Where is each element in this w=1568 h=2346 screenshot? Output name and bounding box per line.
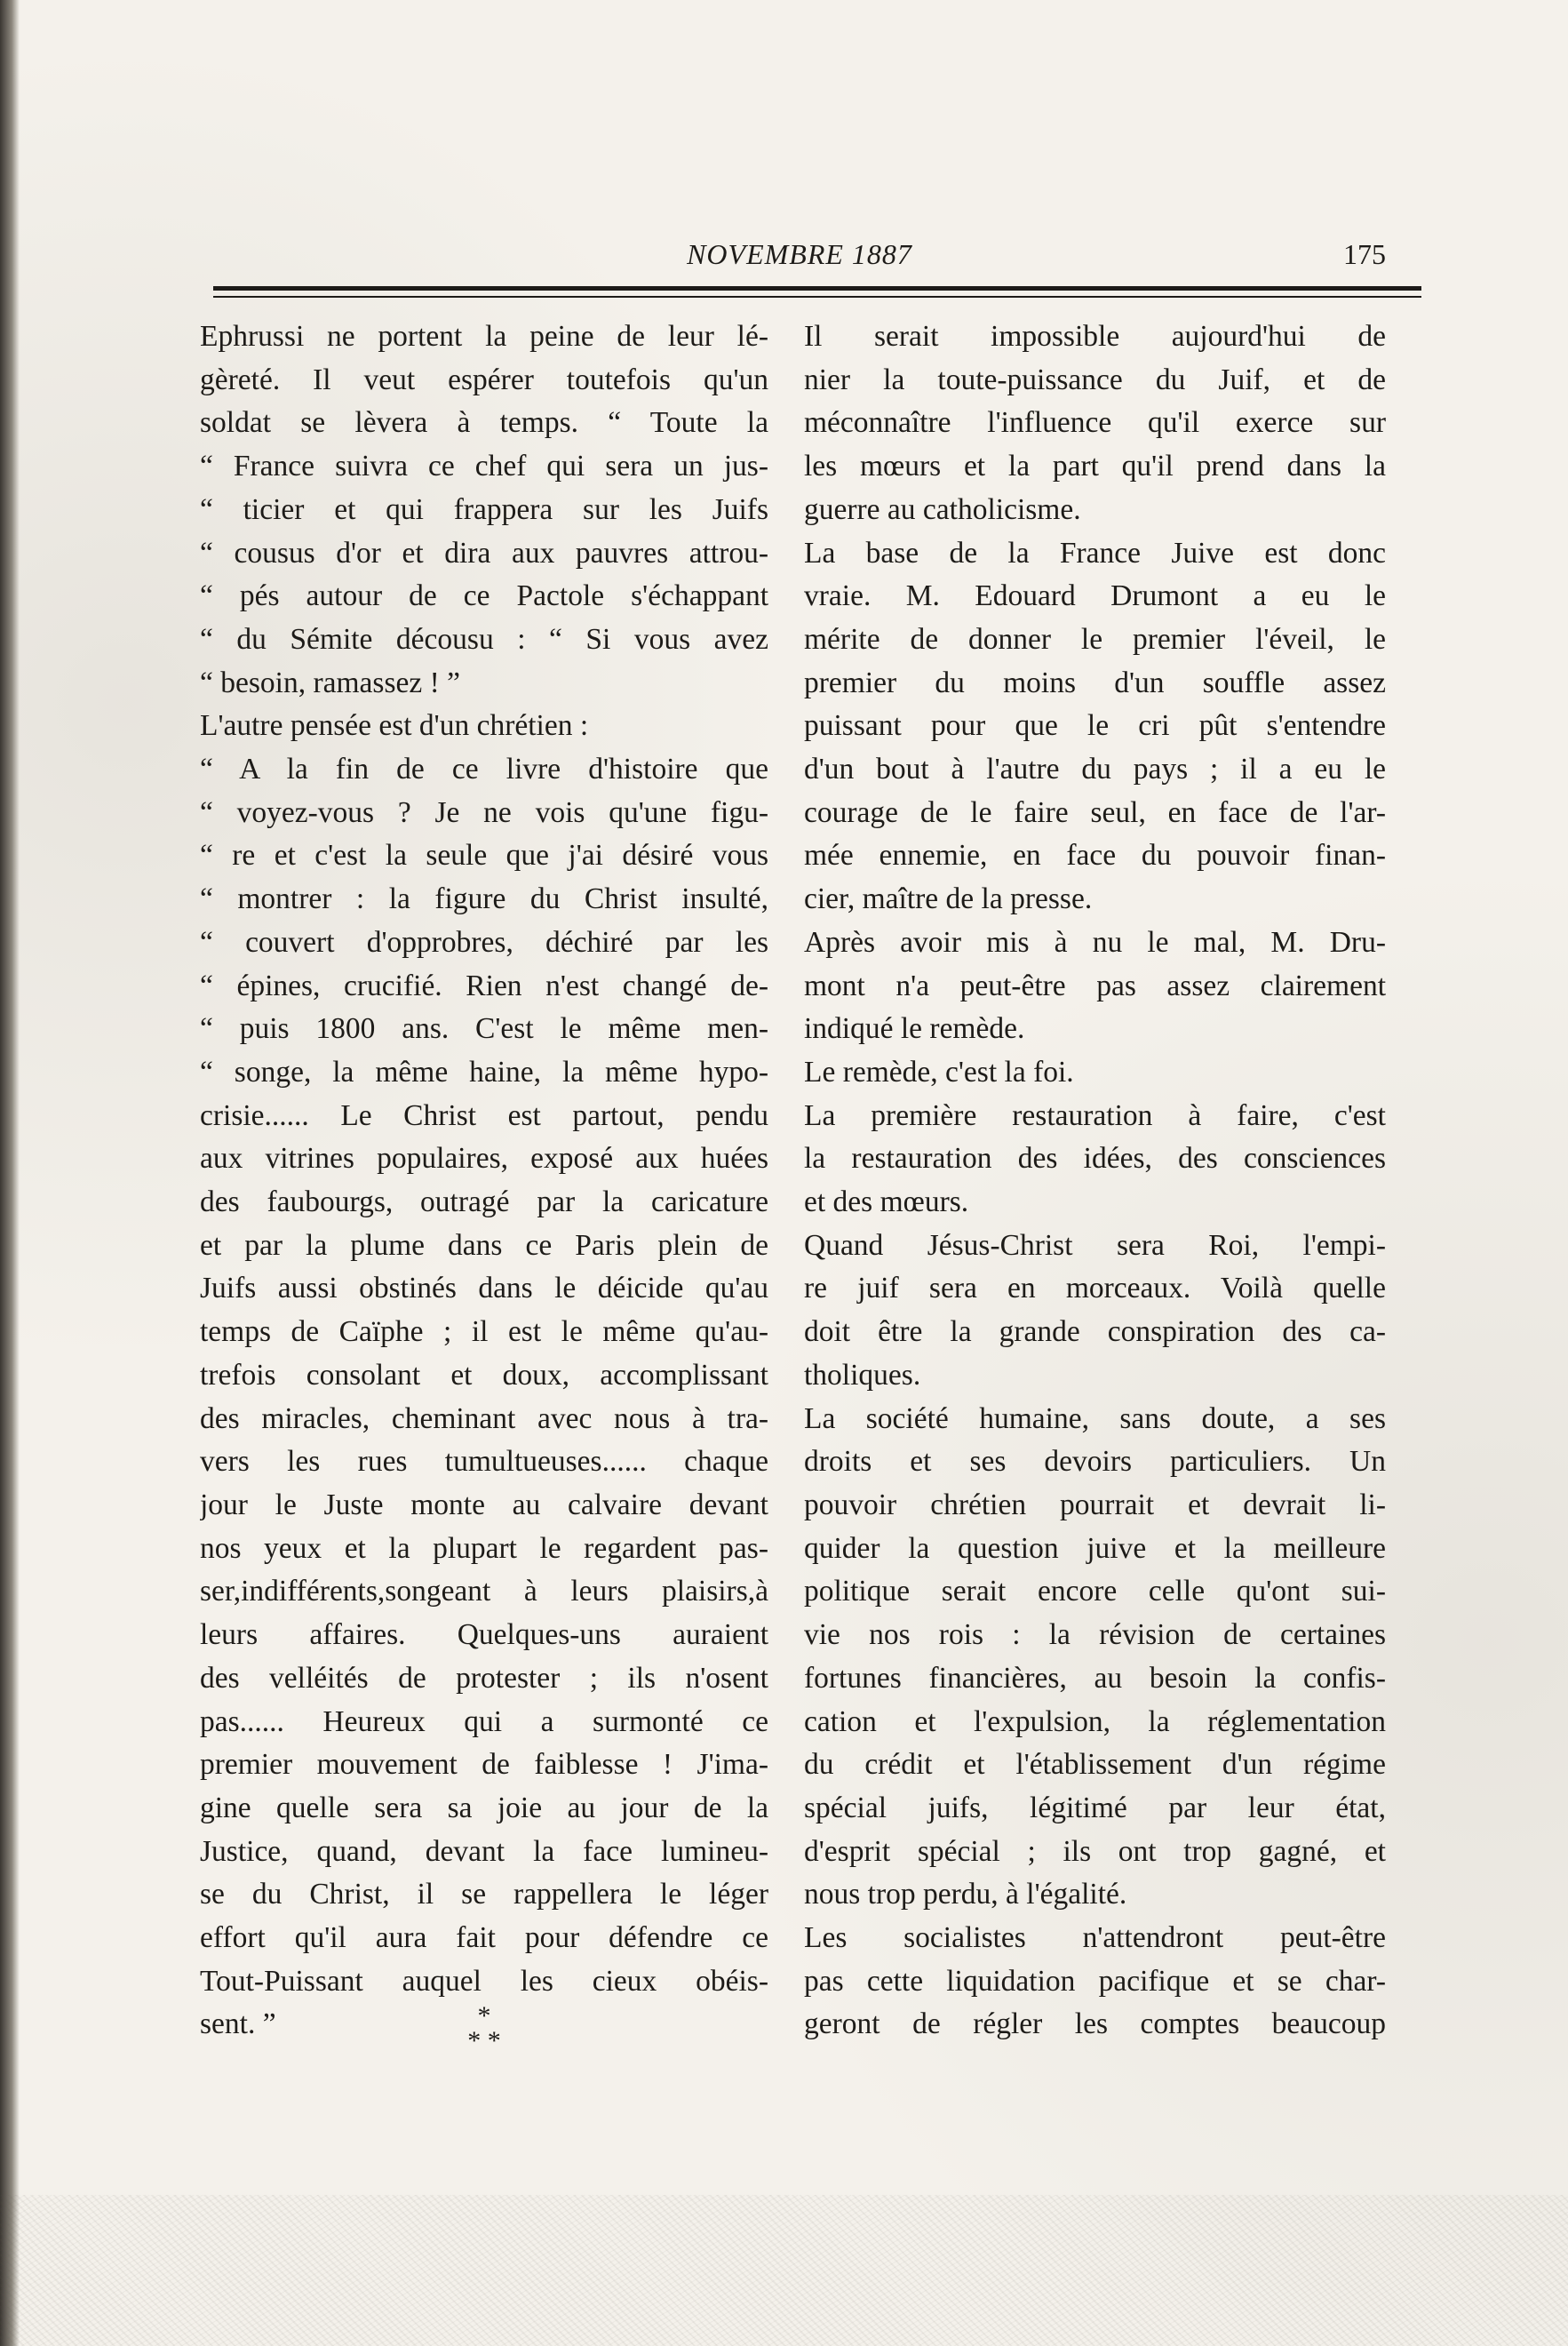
text-line: Quand Jésus-Christ sera Roi, l'empi- [804,1228,1386,1262]
text-line: guerre au catholicisme. [804,492,1081,526]
text-line: doit être la grande conspiration des ca- [804,1315,1386,1349]
text-line: cation et l'expulsion, la réglementation [804,1704,1386,1738]
text-line: politique serait encore celle qu'ont sui- [804,1575,1386,1608]
text-line: quider la question juive et la meilleure [804,1531,1386,1565]
text-line: “ pés autour de ce Pactole s'échappant [200,579,768,613]
text-line: vers les rues tumultueuses...... chaque [200,1445,768,1479]
text-line: puissant pour que le cri pût s'entendre [804,709,1386,743]
page-number: 175 [1343,238,1386,270]
text-line: Juifs aussi obstinés dans le déicide qu'au [200,1272,768,1305]
text-line: nier la toute-puissance du Juif, et de [804,363,1386,396]
text-line: crisie...... Le Christ est partout, pendu [200,1098,768,1132]
text-line: méconnaître l'influence qu'il exerce sur [804,406,1386,440]
right-column [804,315,1386,2047]
text-line: La base de la France Juive est donc [804,536,1386,570]
text-line: sent. ” [200,2007,276,2041]
text-line: re juif sera en morceaux. Voilà quelle [804,1272,1386,1305]
text-line: “ du Sémite décousu : “ Si vous avez [200,622,768,656]
text-line: droits et ses devoirs particuliers. Un [804,1445,1386,1479]
text-line: d'un bout à l'autre du pays ; il a eu le [804,753,1386,786]
text-line: les mœurs et la part qu'il prend dans la [804,450,1386,483]
text-line: et par la plume dans ce Paris plein de [200,1228,768,1262]
text-line: “ couvert d'opprobres, déchiré par les [200,925,768,959]
text-line: “ épines, crucifié. Rien n'est changé de- [200,969,768,1002]
text-line: mérite de donner le premier l'éveil, le [804,622,1386,656]
text-line: pas...... Heureux qui a surmonté ce [200,1704,768,1738]
text-line: effort qu'il aura fait pour défendre ce [200,1921,768,1955]
text-line: premier mouvement de faiblesse ! J'ima- [200,1748,768,1782]
text-line: Justice, quand, devant la face lumineu- [200,1834,768,1868]
text-line: gèreté. Il veut espérer toutefois qu'un [200,363,768,396]
text-line: “ France suivra ce chef qui sera un jus- [200,450,768,483]
text-line: trefois consolant et doux, accomplissant [200,1358,768,1392]
text-line: premier du moins d'un souffle assez [804,666,1386,699]
text-line: fortunes financières, au besoin la confis- [804,1661,1386,1695]
text-line: Tout-Puissant auquel les cieux obéis- [200,1964,768,1998]
running-header [213,238,1386,283]
text-line: mée ennemie, en face du pouvoir finan- [804,839,1386,873]
text-line: “ re et c'est la seule que j'ai désiré vous [200,839,768,873]
text-line: Il serait impossible aujourd'hui de [804,320,1386,353]
text-line: jour le Juste monte au calvaire devant [200,1488,768,1521]
text-line: “ montrer : la figure du Christ insulté, [200,882,768,916]
text-line: du crédit et l'établissement d'un régime [804,1748,1386,1782]
text-line: indiqué le remède. [804,1012,1025,1046]
text-line: tholiques. [804,1358,921,1392]
text-line: gine quelle sera sa joie au jour de la [200,1791,768,1824]
text-line: “ songe, la même haine, la même hypo- [200,1055,768,1089]
text-line: “ puis 1800 ans. C'est le même men- [200,1012,768,1046]
text-line: Le remède, c'est la foi. [804,1055,1074,1089]
text-line: temps de Caïphe ; il est le même qu'au- [200,1315,768,1349]
text-line: aux vitrines populaires, exposé aux huées [200,1142,768,1176]
text-line: La société humaine, sans doute, a ses [804,1401,1386,1435]
text-line: pas cette liquidation pacifique et se char- [804,1964,1386,1998]
text-line: Après avoir mis à nu le mal, M. Dru- [804,925,1386,959]
text-line: “ ticier et qui frappera sur les Juifs [200,492,768,526]
text-line: “ besoin, ramassez ! ” [200,666,460,699]
text-line: mont n'a peut-être pas assez clairement [804,969,1386,1002]
left-column [200,315,768,2047]
text-line: pouvoir chrétien pourrait et devrait li- [804,1488,1386,1521]
text-line: vie nos rois : la révision de certaines [804,1618,1386,1652]
text-line: nous trop perdu, à l'égalité. [804,1878,1127,1911]
text-line: vraie. M. Edouard Drumont a eu le [804,579,1386,613]
header-title: NOVEMBRE 1887 [687,238,912,270]
text-line: Ephrussi ne portent la peine de leur lé- [200,320,768,353]
text-line: geront de régler les comptes beaucoup [804,2007,1386,2041]
header-rule-thick [213,286,1421,291]
text-line: leurs affaires. Quelques-uns auraient [200,1618,768,1652]
paper-texture [0,2195,1568,2346]
text-line: des miracles, cheminant avec nous à tra- [200,1401,768,1435]
text-line: “ voyez-vous ? Je ne vois qu'une figu- [200,795,768,829]
text-line: “ cousus d'or et dira aux pauvres attrou- [200,536,768,570]
asterism-bottom: * * [467,2026,501,2055]
text-line: nos yeux et la plupart le regardent pas- [200,1531,768,1565]
text-line: L'autre pensée est d'un chrétien : [200,709,589,743]
asterism-separator [453,2001,515,2057]
text-line: cier, maître de la presse. [804,882,1093,916]
text-line: spécial juifs, légitimé par leur état, [804,1791,1386,1824]
text-line: soldat se lèvera à temps. “ Toute la [200,406,768,440]
text-line: ser,indifférents,songeant à leurs plaisirs,à [200,1575,768,1608]
text-line: des faubourgs, outragé par la caricature [200,1185,768,1219]
text-line: d'esprit spécial ; ils ont trop gagné, et [804,1834,1386,1868]
asterism-top: * [477,2001,491,2031]
text-line: Les socialistes n'attendront peut-être [804,1921,1386,1955]
text-line: des velléités de protester ; ils n'osent [200,1661,768,1695]
text-line: la restauration des idées, des consciences [804,1142,1386,1176]
text-line: courage de le faire seul, en face de l'ar- [804,795,1386,829]
text-line: “ A la fin de ce livre d'histoire que [200,753,768,786]
text-line: se du Christ, il se rappellera le léger [200,1878,768,1911]
text-line: et des mœurs. [804,1185,969,1219]
header-rule-thin [213,296,1421,298]
text-line: La première restauration à faire, c'est [804,1098,1386,1132]
page-binding-edge [0,0,20,2346]
